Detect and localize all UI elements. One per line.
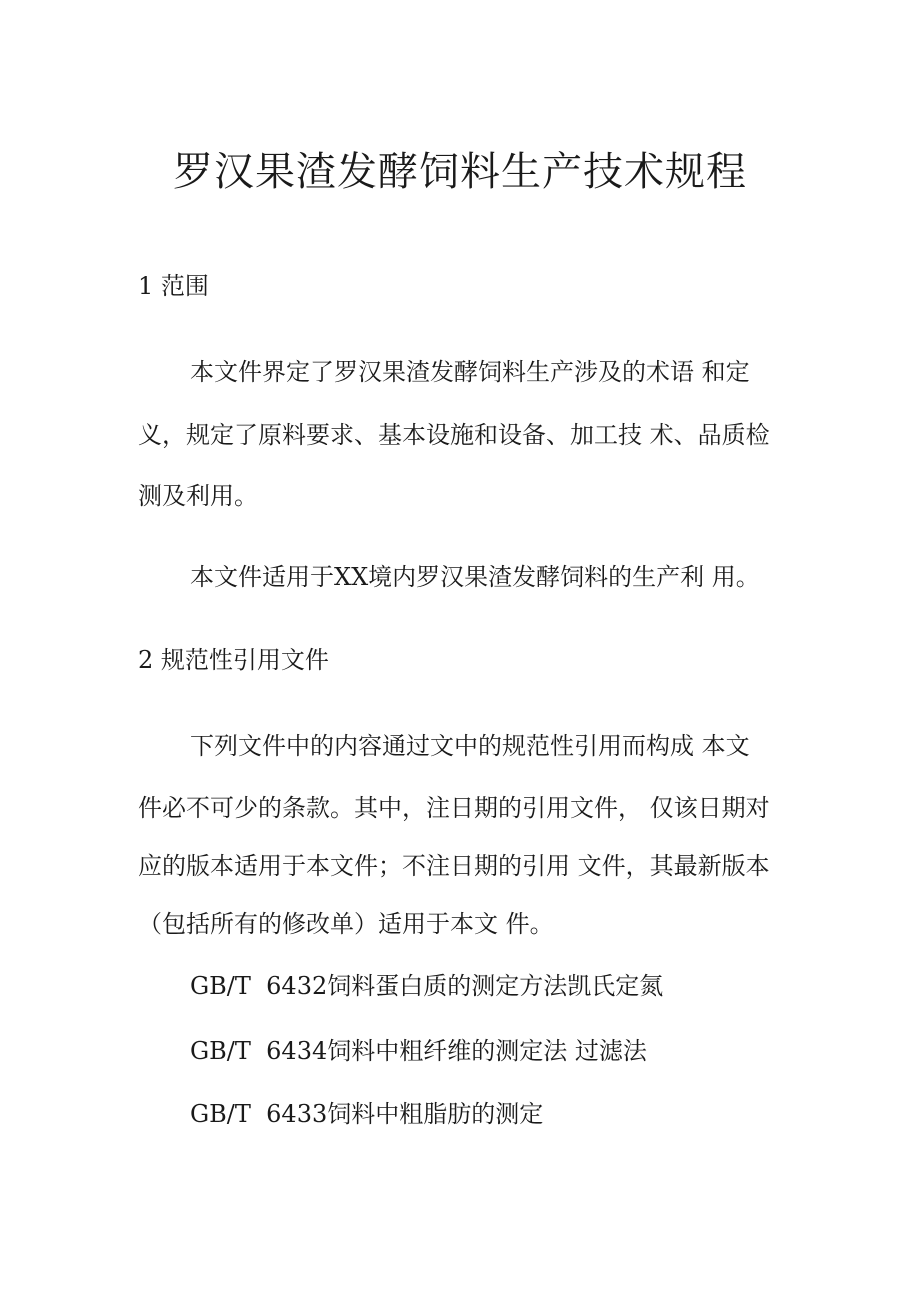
section-1-para-2: 本文件适用于XX境内罗汉果渣发酵饲料的生产利 用。 [190,563,760,591]
section-2-para-1-line-3: 应的版本适用于本文件；不注日期的引用 文件，其最新版本 [138,852,770,880]
reference-item: GB/T 6432饲料蛋白质的测定方法凯氏定氮 [190,972,664,1000]
section-2-heading: 2 规范性引用文件 [138,646,329,674]
reference-item: GB/T 6433饲料中粗脂肪的测定 [190,1100,544,1128]
section-2-para-1-line-2: 件必不可少的条款。其中，注日期的引用文件， 仅该日期对 [138,794,770,822]
section-1-heading: 1 范围 [138,272,209,300]
section-1-para-1-line-3: 测及利用。 [138,482,258,510]
section-2-para-1-line-4: （包括所有的修改单）适用于本文 件。 [138,910,554,938]
reference-item: GB/T 6434饲料中粗纤维的测定法 过滤法 [190,1037,647,1065]
document-title: 罗汉果渣发酵饲料生产技术规程 [173,149,747,195]
section-2-para-1-line-1: 下列文件中的内容通过文中的规范性引用而构成 本文 [190,732,750,760]
section-1-para-1-line-2: 义，规定了原料要求、基本设施和设备、加工技 术、品质检 [138,421,770,449]
section-1-para-1-line-1: 本文件界定了罗汉果渣发酵饲料生产涉及的术语 和定 [190,358,750,386]
